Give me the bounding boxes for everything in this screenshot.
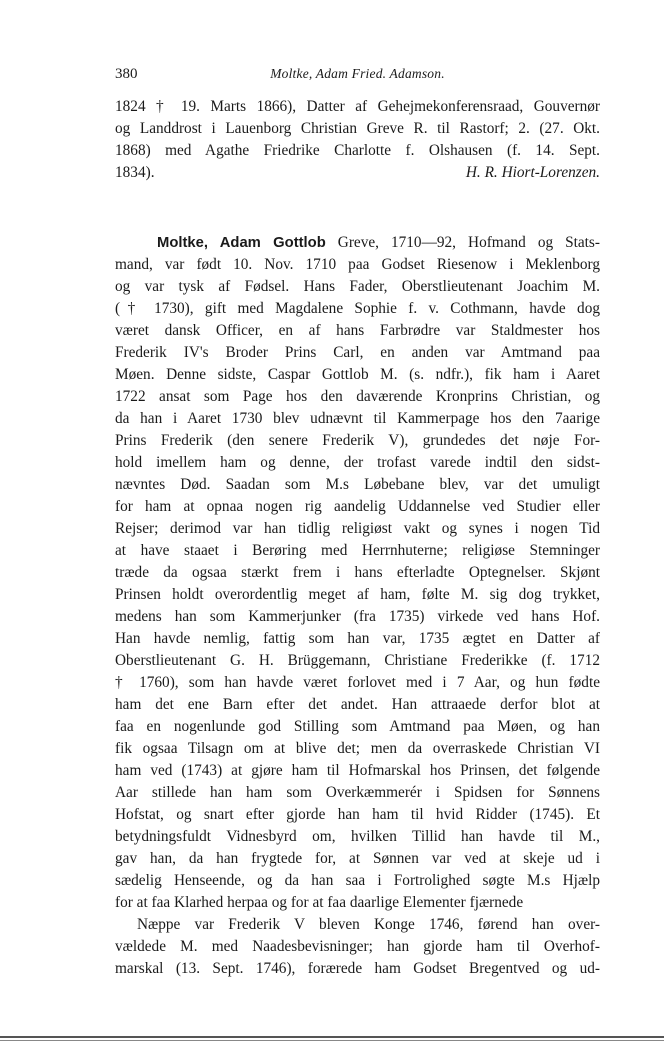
- text-line-fragment: 1834).: [115, 164, 155, 181]
- page-number: 380: [115, 66, 138, 82]
- entry-moltke-adam-gottlob: [115, 232, 600, 980]
- text-line: sædelig Henseende, og da han saa i Fortrolighed søgte M.s Hjælp: [115, 872, 600, 889]
- text-line: Rejser; derimod var han tidlig religiøst vakt og synes i nogen Tid: [115, 520, 600, 537]
- text-line: gav han, da han frygtede for, at Sønnen var ved at skeje ud i: [115, 850, 600, 867]
- entry-first-line: [115, 232, 600, 254]
- text-line: for at faa Klarhed herpaa og for at faa daarlige Elementer fjærnede: [115, 894, 524, 911]
- text-line: marskal (13. Sept. 1746), forærede ham Godset Bregentved og ud-: [115, 960, 600, 977]
- text-line: nævntes Død. Saadan som M.s Løbebane blev, var det umuligt: [115, 476, 600, 493]
- text-line: Møen. Denne sidste, Caspar Gottlob M. (s. ndfr.), fik ham i Aaret: [115, 366, 600, 383]
- text-line: betydningsfuldt Vidnesbyrd om, hvilken Tillid han havde til M.,: [115, 828, 600, 845]
- text-line: for ham at opnaa nogen rig aandelig Uddannelse ved Studier eller: [115, 498, 600, 515]
- text-line: vældede M. med Naadesbevisninger; han gjorde ham til Overhof-: [115, 938, 600, 955]
- running-head: [115, 66, 600, 86]
- text-line: Han havde nemlig, fattig som han var, 1735 ægtet en Datter af: [115, 630, 600, 647]
- text-line: og var tysk af Fødsel. Hans Fader, Oberstlieutenant Joachim M.: [115, 278, 600, 295]
- text-line: træde da ogsaa stærkt frem i hans efterladte Optegnelser. Skjønt: [115, 564, 600, 581]
- text-line: fik ogsaa Tilsagn om at blive det; men da overraskede Christian VI: [115, 740, 600, 757]
- text-line: Hofstat, og snart efter gjorde han ham til hvid Ridder (1745). Et: [115, 806, 600, 823]
- text-line: Næppe var Frederik V bleven Konge 1746, førend han over-: [137, 916, 600, 933]
- entry-first-line-rest: Greve, 1710—92, Hofmand og Stats-: [325, 234, 600, 251]
- text-line: mand, var født 10. Nov. 1710 paa Godset Riesenow i Meklenborg: [115, 256, 600, 273]
- text-line: Oberstlieutenant G. H. Brüggemann, Christiane Frederikke (f. 1712: [115, 652, 600, 669]
- text-line: Prinsen holdt overordentlig meget af ham, følte M. sig dog trykket,: [115, 586, 600, 603]
- text-line: 1868) med Agathe Friedrike Charlotte f. Olshausen (f. 14. Sept.: [115, 142, 600, 159]
- text-line: 1824 † 19. Marts 1866), Datter af Gehejmekonferensraad, Gouvernør: [115, 98, 600, 115]
- text-line: Prins Frederik (den senere Frederik V), grundedes det nøje For-: [115, 432, 600, 449]
- text-line: været dansk Officer, en af hans Farbrødre var Staldmester hos: [115, 322, 600, 339]
- text-line: at have staaet i Berøring med Herrnhuterne; religiøse Stemninger: [115, 542, 600, 559]
- text-line: († 1730), gift med Magdalene Sophie f. v. Cothmann, havde dog: [115, 300, 600, 317]
- text-line: 1722 ansat som Page hos den daværende Kronprins Christian, og: [115, 388, 600, 405]
- text-line: medens han som Kammerjunker (fra 1735) virkede ved hans Hof.: [115, 608, 600, 625]
- text-line: Aar stillede han ham som Overkæmmerér i Spidsen for Sønnens: [115, 784, 600, 801]
- bottom-edge-rule: [0, 1036, 664, 1038]
- bottom-edge-rule-secondary: [0, 1040, 664, 1041]
- text-line: Frederik IV's Broder Prins Carl, en anden var Amtmand paa: [115, 344, 600, 361]
- text-line: [115, 162, 600, 184]
- text-line: og Landdrost i Lauenborg Christian Greve R. til Rastorf; 2. (27. Okt.: [115, 120, 600, 137]
- running-title: Moltke, Adam Fried. Adamson.: [270, 66, 445, 81]
- text-line: ham det ene Barn efter det andet. Han attraaede derfor blot at: [115, 696, 600, 713]
- text-line: ham ved (1743) at gjøre ham til Hofmarskal hos Prinsen, det følgende: [115, 762, 600, 779]
- previous-entry: [115, 96, 600, 184]
- text-line: hold imellem ham og denne, der trofast varede indtil den sidst-: [115, 454, 600, 471]
- entry-headword: Moltke, Adam Gottlob: [157, 235, 326, 251]
- author-signature: H. R. Hiort-Lorenzen.: [465, 164, 600, 181]
- text-line: † 1760), som han havde været forlovet med i 7 Aar, og hun fødte: [115, 674, 600, 691]
- text-line: da han i Aaret 1730 blev udnævnt til Kammerpage hos den 7aarige: [115, 410, 600, 427]
- text-line: faa en nogenlunde god Stilling som Amtmand paa Møen, og han: [115, 718, 600, 735]
